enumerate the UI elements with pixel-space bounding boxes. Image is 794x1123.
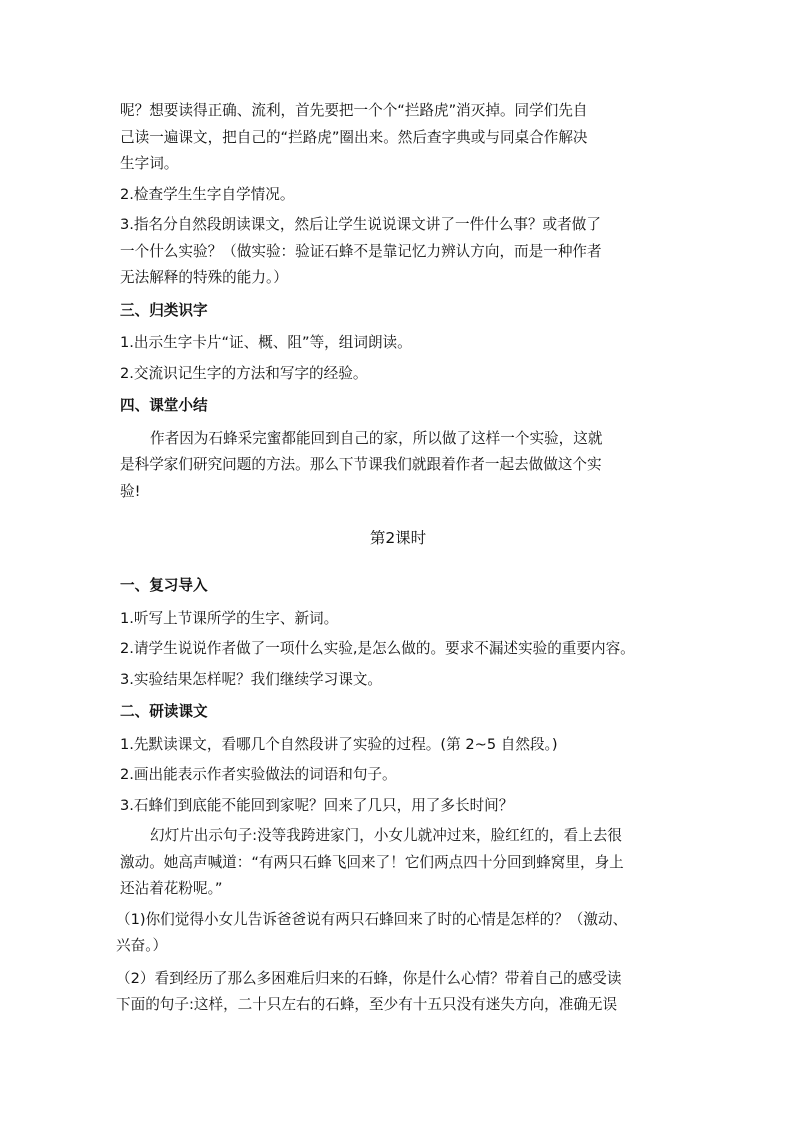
- text-line: 下面的句子:这样，二十只左右的石蜂，至少有十五只没有迷失方向，准确无误: [116, 996, 618, 1013]
- text-line: 1.先默读课文，看哪几个自然段讲了实验的过程。(第 2~5 自然段。): [120, 735, 558, 753]
- list-item: [120, 182, 676, 209]
- list-item: [120, 793, 676, 820]
- list-item: [120, 762, 676, 789]
- text-line: 2.检查学生生字自学情况。: [120, 185, 295, 203]
- text-line: 呢？想要读得正确、流利，首先要把一个个“拦路虎”消灭掉。同学们先自: [120, 102, 588, 119]
- list-item: [120, 212, 676, 292]
- list-item: [120, 606, 676, 633]
- summary-paragraph: [120, 426, 676, 506]
- text-line: （2）看到经历了那么多困难后归来的石蜂，你是什么心情？带着自己的感受读: [116, 969, 622, 987]
- lesson-title: 第2课时: [369, 529, 427, 547]
- text-line: 幻灯片出示句子:没等我跨进家门，小女儿就冲过来，脸红红的，看上去很: [150, 827, 622, 844]
- intro-paragraph: [120, 98, 676, 178]
- text-line: 激动。她高声喊道：“有两只石蜂飞回来了！它们两点四十分回到蜂窝里，身上: [120, 853, 624, 871]
- text-line: 3.石蜂们到底能不能回到家呢？回来了几只，用了多长时间？: [120, 796, 514, 814]
- question-2: [116, 966, 676, 1019]
- text-line: 己读一遍课文，把自己的“拦路虎”圈出来。然后查字典或与同桌合作解决: [120, 128, 588, 146]
- question-1: [116, 907, 676, 960]
- text-line: （1)你们觉得小女儿告诉爸爸说有两只石蜂回来了时的心情是怎样的？（激动、: [116, 910, 628, 928]
- list-item: [120, 636, 676, 663]
- slide-quote-paragraph: [120, 823, 676, 903]
- text-line: 是科学家们研究问题的方法。那么下节课我们就跟着作者一起去做做这个实: [120, 456, 602, 473]
- document-body: [116, 98, 676, 1025]
- text-line: 验!: [120, 482, 141, 500]
- text-line: 还沾着花粉呢。”: [120, 880, 223, 897]
- text-line: 生字词。: [120, 155, 179, 172]
- list-item: [120, 330, 676, 357]
- text-line: 作者因为石蜂采完蜜都能回到自己的家，所以做了这样一个实验，这就: [150, 429, 603, 447]
- text-line: 2.交流识记生字的方法和写字的经验。: [120, 364, 368, 382]
- list-item: [120, 732, 676, 759]
- text-line: 3.指名分自然段朗读课文，然后让学生说说课文讲了一件什么事？或者做了: [120, 216, 601, 233]
- section-heading: 一、复习导入: [120, 577, 208, 594]
- section-heading: 二、研读课文: [120, 703, 208, 720]
- section-heading: 四、课堂小结: [120, 397, 208, 414]
- list-item: [120, 667, 676, 694]
- text-line: 无法解释的特殊的能力。）: [120, 269, 288, 286]
- text-line: 1.听写上节课所学的生字、新词。: [120, 609, 339, 627]
- text-line: 2.画出能表示作者实验做法的词语和句子。: [120, 766, 397, 783]
- text-line: 一个什么实验？（做实验：验证石蜂不是靠记忆力辨认方向，而是一种作者: [120, 242, 602, 260]
- text-line: 1.出示生字卡片“证、概、阻”等，组词朗读。: [120, 334, 412, 351]
- text-line: 兴奋。）: [116, 937, 168, 954]
- text-line: 3.实验结果怎样呢？我们继续学习课文。: [120, 670, 383, 688]
- text-line: 2.请学生说说作者做了一项什么实验,是怎么做的。要求不漏述实验的重要内容。: [120, 640, 635, 657]
- section-heading: 三、归类识字: [120, 301, 208, 319]
- list-item: [120, 361, 676, 388]
